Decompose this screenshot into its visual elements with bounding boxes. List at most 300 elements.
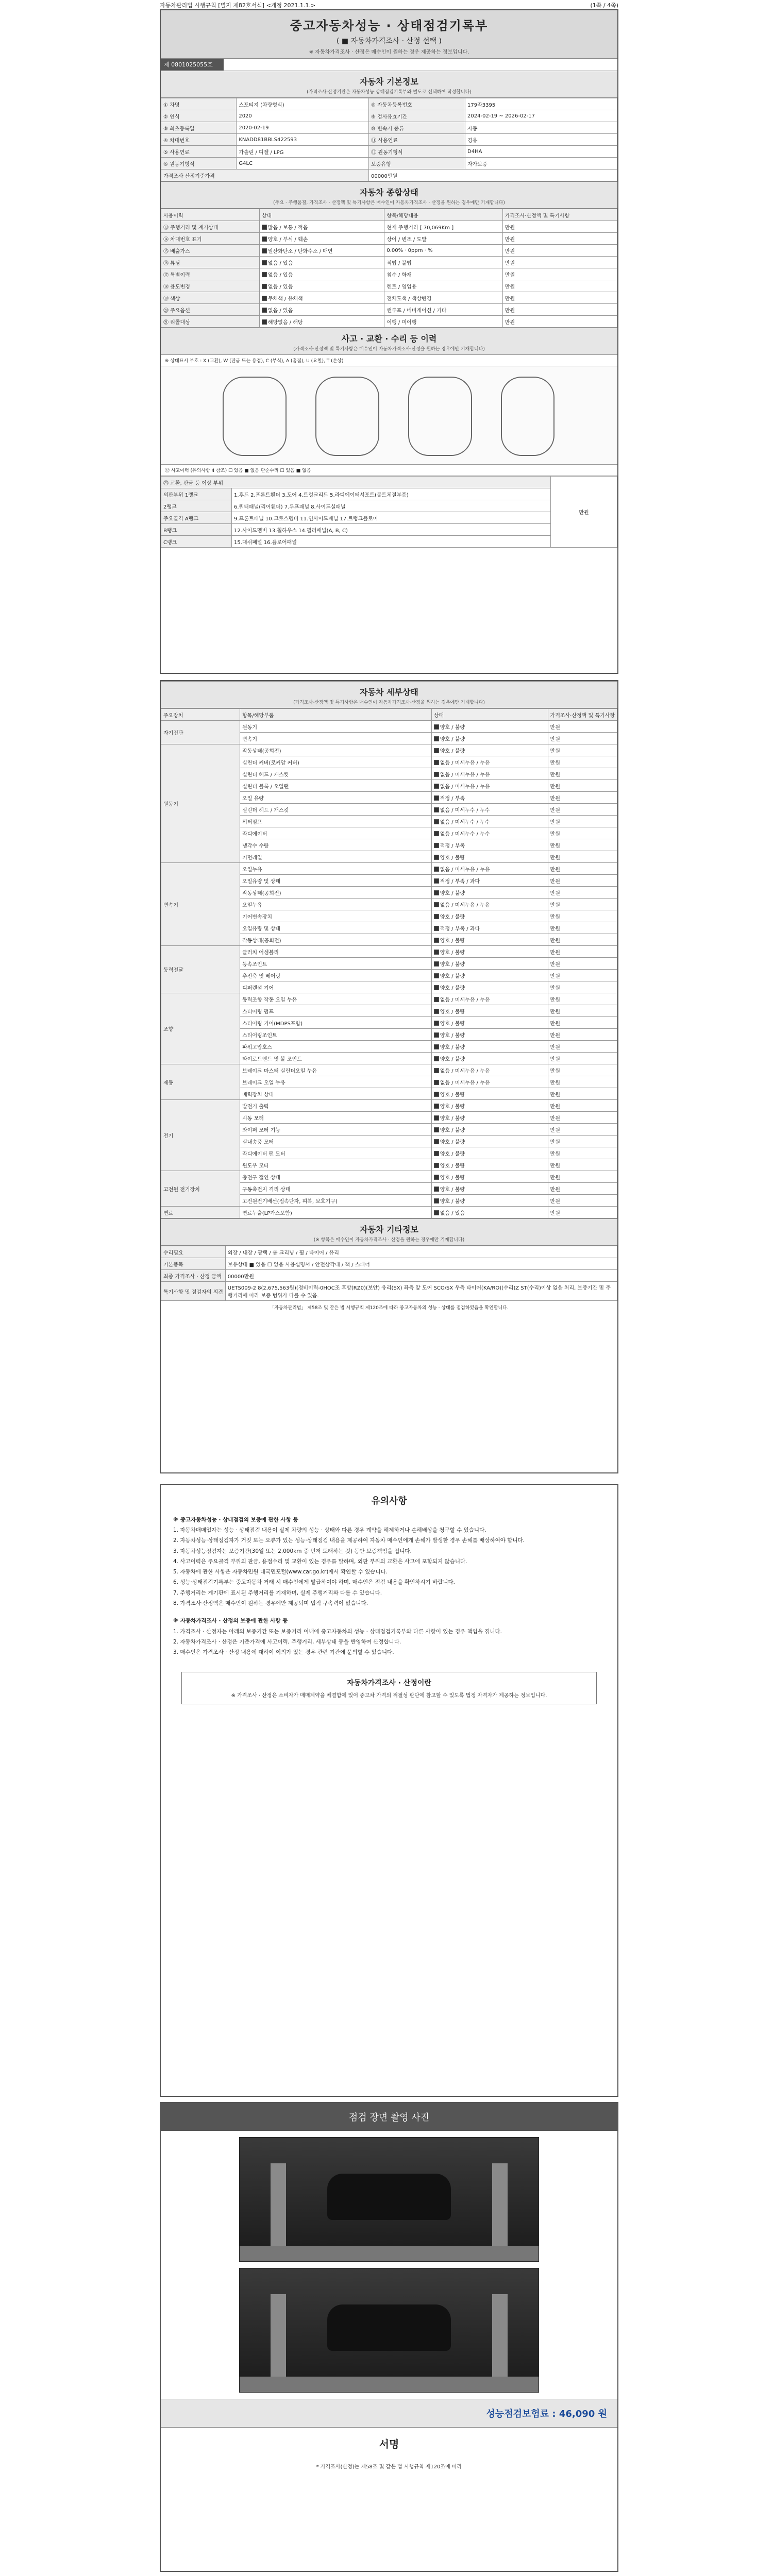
table-row [161,1207,617,1218]
page-4 [160,2102,618,2572]
status-value: 양호 / 불량 [440,1175,465,1181]
table-row [161,512,617,524]
status-value: 양호 / 불량 [440,855,465,861]
row-label: ⑰ 특별이력 [161,268,260,280]
status-value: 일산화탄소 / 탄화수소 / 매연 [267,248,333,255]
price-cell: 만원 [548,981,617,993]
price-survey-box-title: 자동차가격조사 · 산정이란 [347,1679,431,1688]
checkbox-checked [434,1009,439,1014]
status-value: 없음 / 있음 [267,272,293,278]
status-value: 없음 / 미세누수 / 누수 [440,819,490,825]
field-label: ⑤ 사용연료 [161,146,237,158]
special-notes-text: UETS009-2 8(2,675,563원)(정비이력-0HOC조 후방(RZ0)(보안) 유리(SX) 좌측 앞 도어 SCO/SX 우측 타이어(KA/RO)(수리)Z ST(수리)이상 없음 처리, 보증기간 및 주행거리에 따라 보증 범위가 다를 수 있음. [225,1282,617,1301]
field-value: 자가보증 [465,158,617,170]
status-value: 양호 / 불량 [440,1198,465,1205]
part-status [431,733,548,744]
checkbox-checked [434,784,439,789]
status-value: 없음 / 미세누유 / 누유 [440,760,490,766]
part-name: 연료누출(LP가스포함) [240,1207,432,1218]
part-name: 윈도우 모터 [240,1159,432,1171]
rank-label: 외판부위 1랭크 [161,488,232,500]
status-cell [259,280,384,292]
part-status [431,839,548,851]
status-value: 없음 / 있음 [267,260,293,266]
price-cell: 만원 [548,839,617,851]
price-cell: 만원 [548,1064,617,1076]
note-item: 4. 사고이력은 주요골격 부위의 판금, 용접수리 및 교환이 있는 경우를 말하며, 외판 부위의 교환은 사고에 포함되지 않습니다. [173,1558,467,1565]
parts-title: ㉓ 교환, 판금 등 이상 부위 [161,477,551,488]
column-header: 항목/해당부품 [240,709,432,721]
price-cell: 만원 [548,756,617,768]
page-2 [160,680,618,1473]
table-row [161,477,617,488]
part-status [431,981,548,993]
part-status [431,1136,548,1147]
detail-status-title: 자동차 세부상태 [161,681,617,699]
checkbox-checked [434,855,439,860]
notes-section [161,1485,617,1665]
row-label: ⑮ 배출가스 [161,245,260,257]
device-group-label: 전기 [161,1100,240,1171]
part-name: 오일누유 [240,863,432,875]
field-label: ⑧ 자동차등록번호 [369,98,465,110]
table-row [161,488,617,500]
price-cell: 만원 [548,851,617,863]
field-label: ① 차명 [161,98,237,110]
part-name: 오일유량 및 상태 [240,922,432,934]
note-item: 3. 매수인은 가격조사 · 산정 내용에 대하여 이의가 있는 경우 관련 기관에 문의할 수 있습니다. [173,1649,394,1656]
part-status [431,946,548,958]
field-value: 2020-02-19 [237,122,369,134]
price-cell: 만원 [548,1183,617,1195]
price-value: 00000만원 [369,170,617,181]
car-outline-top-icon [315,377,379,456]
table-row [161,134,617,146]
price-cell: 만원 [548,1005,617,1017]
checkbox-checked [434,890,439,895]
checkbox-checked [434,807,439,812]
part-status [431,899,548,910]
status-value: 양호 / 불량 [440,748,465,754]
note-item: 6. 성능·상태점검기록부는 중고자동차 거래 시 매수인에게 발급하여야 하며, 매수인은 점검 내용을 확인하시기 바랍니다. [173,1579,455,1586]
price-cell: 만원 [548,804,617,816]
detail-status-table [161,708,617,1218]
checkbox-checked [434,1056,439,1061]
price-cell: 만원 [548,1195,617,1207]
lift-post-icon [492,2294,508,2382]
checkbox-checked [434,1210,439,1215]
table-row [161,122,617,134]
checkbox-checked [434,1092,439,1097]
row-label: ⑳ 주요옵션 [161,304,260,316]
part-status [431,1183,548,1195]
table-header-row [161,209,617,221]
final-price-value: 00000만원 [225,1270,617,1282]
checkbox-checked [434,878,439,884]
photos-title: 점검 장면 촬영 사진 [161,2103,617,2131]
accident-history-sub: (가격조사·산정액 및 특기사항은 매수인이 자동차가격조사·산정을 원하는 경우에만 기재합니다) [161,345,617,355]
table-row [161,863,617,875]
table-row [161,1100,617,1112]
accident-parts-table [161,476,617,548]
part-name: 실린더 커버(로커암 커버) [240,756,432,768]
part-name: 브레이크 오일 누유 [240,1076,432,1088]
part-name: 실내송풍 모터 [240,1136,432,1147]
status-value: 없음 / 미세누유 / 누유 [440,867,490,873]
notes-title: 유의사항 [371,1496,407,1506]
price-cell: 만원 [548,958,617,970]
basic-info-title: 자동차 기본정보 [161,71,617,88]
status-cell [259,245,384,257]
checkbox-checked [262,308,267,313]
detail-value: 상이 / 변조 / 도말 [384,233,502,245]
price-cell: 만원 [548,1136,617,1147]
part-name: 충전구 절연 상태 [240,1171,432,1183]
checkbox-checked [434,926,439,931]
part-status [431,1029,548,1041]
final-price-label: 최종 가격조사 · 산정 금액 [161,1270,226,1282]
part-name: 배력장치 상태 [240,1088,432,1100]
rank-label: B랭크 [161,524,232,536]
table-row [161,500,617,512]
inspection-photo-1 [239,2137,539,2262]
price-cell: 만원 [502,316,617,328]
status-value: 양호 / 불량 [440,1009,465,1015]
detail-value: 적법 / 불법 [384,257,502,268]
field-label: ⑩ 변속기 종류 [369,122,465,134]
part-status [431,910,548,922]
footnote: * 가격조사(산정)는 제58조 및 같은 법 시행규칙 제120조에 따라 [316,2464,462,2470]
detail-value: 현재 주행거리 [ 70,069Km ] [384,221,502,233]
status-value: 없음 / 미세누유 / 누유 [440,997,490,1003]
rank-items: 1.후드 2.프론트휀더 3.도어 4.트렁크리드 5.라디에이터서포트(볼트체결부품) [232,488,551,500]
part-name: 오일 유량 [240,792,432,804]
price-cell: 만원 [548,887,617,899]
status-value: 양호 / 불량 [440,961,465,968]
part-status [431,804,548,816]
part-name: 고전원전기배선(접속단자, 피복, 보호기구) [240,1195,432,1207]
checkbox-checked [434,1163,439,1168]
price-cell: 만원 [548,1041,617,1053]
table-row [161,146,617,158]
row-items: 보유상태 ■ 있음 ☐ 없음 사용설명서 / 안전삼각대 / 잭 / 스패너 [225,1258,617,1270]
table-row [161,110,617,122]
checkbox-checked [434,1044,439,1049]
table-row [161,1258,617,1270]
part-name: 커먼레일 [240,851,432,863]
part-name: 동력조향 작동 오일 누유 [240,993,432,1005]
price-cell: 만원 [502,233,617,245]
note-item: 7. 주행거리는 계기판에 표시된 주행거리를 기재하며, 실제 주행거리와 다를 수 있습니다. [173,1589,382,1596]
price-cell: 만원 [548,1159,617,1171]
lift-post-icon [492,2163,508,2251]
field-value: 2020 [237,110,369,122]
status-cell [259,268,384,280]
price-cell: 만원 [548,993,617,1005]
lift-post-icon [271,2163,286,2251]
status-value: 없음 / 미세누유 / 누유 [440,1080,490,1086]
part-name: 기어변속장치 [240,910,432,922]
part-status [431,1171,548,1183]
part-status [431,816,548,827]
checkbox-checked [434,1080,439,1085]
price-cell: 만원 [502,280,617,292]
part-name: 브레이크 마스터 실린더오일 누유 [240,1064,432,1076]
status-value: 양호 / 불량 [440,1044,465,1050]
status-value: 양호 / 불량 [440,1139,465,1145]
car-outline-right-icon [501,377,554,456]
price-cell: 만원 [502,304,617,316]
part-name: 클러치 어셈블리 [240,946,432,958]
detail-value: 썬루프 / 네비게이션 / 기타 [384,304,502,316]
price-cell: 만원 [548,946,617,958]
price-cell: 만원 [548,827,617,839]
checkbox-checked [434,843,439,848]
field-value: 179라3395 [465,98,617,110]
column-header: 사용이력 [161,209,260,221]
price-cell: 만원 [548,899,617,910]
field-label: ⑫ 원동기형식 [369,146,465,158]
insurance-fee-label: 성능점검보험료 : [486,2409,556,2419]
table-row [161,524,617,536]
car-rear-icon [327,2304,451,2351]
part-name: 변속기 [240,733,432,744]
checkbox-checked [262,284,267,289]
device-group-label: 고전원 전기장치 [161,1171,240,1207]
field-value: 스포티지 (차량형식) [237,98,369,110]
part-status [431,922,548,934]
status-cell [259,292,384,304]
field-value: KNADD81BBLS422593 [237,134,369,146]
status-value: 없음 / 미세누유 / 누유 [440,784,490,790]
price-cell: 만원 [548,721,617,733]
inspection-photo-2 [239,2268,539,2393]
status-value: 양호 / 불량 [440,938,465,944]
status-value: 적정 / 부족 / 과다 [440,878,480,885]
rank-label: C랭크 [161,536,232,548]
part-status [431,1088,548,1100]
status-cell [259,233,384,245]
part-status [431,863,548,875]
field-value: 자동 [465,122,617,134]
status-value: 양호 / 불량 [440,1021,465,1027]
other-info-title: 자동차 기타정보 [161,1218,617,1236]
page-1 [160,9,618,674]
device-group-label: 연료 [161,1207,240,1218]
note-item: 5. 자동차에 관한 사항은 자동차민원 대국민포털(www.car.go.kr)에서 확인할 수 있습니다. [173,1569,388,1575]
insurance-fee [161,2399,617,2427]
table-row [161,721,617,733]
checkbox-checked [434,1068,439,1073]
price-cell: 만원 [548,1100,617,1112]
part-status [431,1005,548,1017]
price-survey-box-text: ※ 가격조사 · 산정은 소비자가 매매계약을 체결함에 있어 중고차 가격의 적절성 판단에 참고할 수 있도록 법정 자격자가 제공하는 정보입니다. [231,1693,547,1699]
part-status [431,851,548,863]
price-cell: 만원 [502,245,617,257]
part-status [431,934,548,946]
status-value: 없음 / 미세누유 / 누유 [440,772,490,778]
status-value: 많음 / 보통 / 적음 [267,225,308,231]
price-cell: 만원 [548,1088,617,1100]
accident-history-line: ㉒ 사고이력 (유의사항 4 참조) ☐ 있음 ■ 없음 단순수리 ☐ 있음 ■ 없음 [161,465,617,476]
checkbox-checked [434,819,439,824]
price-cell: 만원 [548,792,617,804]
document-title: 중고자동차성능 · 상태점검기록부 [290,19,489,33]
floor-shape [240,2377,539,2392]
document-subtitle: ( ■ 자동차가격조사 · 산정 선택 ) [336,37,442,45]
price-cell: 만원 [551,477,617,548]
accident-history-title: 사고 · 교환 · 수리 등 이력 [161,328,617,345]
part-status [431,1112,548,1124]
checkbox-checked [434,1115,439,1121]
legal-fine-print: 「자동차관리법」 제58조 및 같은 법 시행규칙 제120조에 따라 중고자동차의 성능 · 상태를 점검하였음을 확인합니다. [270,1306,509,1311]
special-notes-label: 특기사항 및 점검자의 의견 [161,1282,226,1301]
checkbox-checked [434,1175,439,1180]
table-header-row [161,709,617,721]
field-value: G4LC [237,158,369,170]
insurance-fee-value: 46,090 원 [559,2409,607,2419]
price-cell: 만원 [548,1124,617,1136]
rank-items: 12.사이드멤버 13.휠하우스 14.필러패널(A, B, C) [232,524,551,536]
status-value: 없음 / 있음 [267,308,293,314]
price-cell: 만원 [502,268,617,280]
detail-value: 전체도색 / 색상변경 [384,292,502,304]
price-cell: 만원 [548,1017,617,1029]
basic-info-sub: (가격조사·산정기관은 자동차성능·상태점검기록부와 별도로 선택하여 작성합니다) [161,88,617,98]
part-status [431,1041,548,1053]
status-value: 양호 / 불량 [440,1187,465,1193]
detail-value: 이행 / 미이행 [384,316,502,328]
status-value: 양호 / 부식 / 훼손 [267,236,308,243]
part-status [431,1159,548,1171]
status-value: 없음 / 미세누유 / 누유 [440,902,490,908]
field-label: ④ 차대번호 [161,134,237,146]
column-header: 상태 [259,209,384,221]
table-row [161,946,617,958]
status-value: 양호 / 불량 [440,1104,465,1110]
row-label: ⑭ 차대번호 표기 [161,233,260,245]
checkbox-checked [434,1187,439,1192]
price-cell: 만원 [548,1076,617,1088]
price-cell: 만원 [548,934,617,946]
status-value: 양호 / 불량 [440,973,465,979]
note-item: 3. 자동차성능점검자는 보증기간(30일 또는 2,000km 중 먼저 도래하는 것) 동안 보증책임을 집니다. [173,1548,412,1554]
checkbox-checked [262,225,267,230]
part-name: 오일유량 및 상태 [240,875,432,887]
detail-status-sub: (가격조사·산정액 및 특기사항은 매수인이 자동차가격조사·산정을 원하는 경우에만 기재합니다) [161,699,617,708]
general-status-table [161,209,617,328]
status-cell [259,316,384,328]
price-label: 가격조사 산정기준가격 [161,170,369,181]
status-value: 없음 / 미세누수 / 누수 [440,807,490,814]
status-value: 양호 / 불량 [440,724,465,731]
table-row [161,245,617,257]
checkbox-checked [434,1139,439,1144]
note-item: 2. 자동차성능·상태점검자가 거짓 또는 오류가 있는 성능·상태점검 내용을 제공하여 자동차 매수인에게 손해가 발생한 경우 손해를 배상하여야 합니다. [173,1537,525,1544]
part-status [431,1147,548,1159]
price-survey-box [181,1672,597,1704]
note-item: 1. 가격조사 · 산정자는 아래의 보증기간 또는 보증거리 이내에 중고자동차의 성능 · 상태점검기록부와 다른 사항이 있는 경우 책임을 집니다. [173,1628,502,1635]
part-name: 실린더 헤드 / 개스킷 [240,768,432,780]
table-row [161,536,617,548]
part-name: 발전기 출력 [240,1100,432,1112]
status-value: 해당없음 / 해당 [267,319,303,326]
document-header [161,10,617,59]
checkbox-checked [434,1021,439,1026]
status-value: 없음 / 있음 [440,1210,465,1216]
price-cell: 만원 [548,863,617,875]
field-value: 가솔린 / 디젤 / LPG [237,146,369,158]
column-header: 가격조사·산정액 및 특기사항 [502,209,617,221]
checkbox-checked [434,748,439,753]
status-value: 양호 / 불량 [440,1151,465,1157]
field-value: 2024-02-19 ~ 2026-02-17 [465,110,617,122]
part-name: 구동축전지 격리 상태 [240,1183,432,1195]
note-item: 8. 가격조사·산정액은 매수인이 원하는 경우에만 제공되며 법적 구속력이 없습니다. [173,1600,368,1607]
status-value: 적정 / 부족 / 과다 [440,926,480,932]
part-name: 스티어링조인트 [240,1029,432,1041]
checkbox-checked [434,961,439,967]
status-value: 양호 / 불량 [440,736,465,742]
general-status-title: 자동차 종합상태 [161,181,617,199]
price-cell: 만원 [548,744,617,756]
notes-heading-2: ※ 자동차가격조사 · 산정의 보증에 관한 사항 등 [173,1618,288,1624]
rank-label: 주요골격 A랭크 [161,512,232,524]
part-name: 실린더 블록 / 오일팬 [240,780,432,792]
price-cell: 만원 [548,1053,617,1064]
part-status [431,970,548,981]
checkbox-checked [434,795,439,801]
car-outline-left-icon [223,377,287,456]
note-item: 1. 자동차매매업자는 성능 · 상태점검 내용이 실제 차량의 성능 · 상태와 다른 경우 계약을 해제하거나 손해배상을 청구할 수 있습니다. [173,1527,486,1534]
device-group-label: 조향 [161,993,240,1064]
checkbox-checked [434,902,439,907]
part-status [431,1064,548,1076]
status-value: 무채색 / 유채색 [267,296,303,302]
price-cell: 만원 [548,1112,617,1124]
price-cell: 만원 [548,1171,617,1183]
price-cell: 만원 [502,292,617,304]
part-name: 작동상태(공회전) [240,744,432,756]
car-frame-icon [408,377,472,456]
part-status [431,721,548,733]
row-label: 수리필요 [161,1246,226,1258]
device-group-label: 원동기 [161,744,240,863]
status-value: 양호 / 불량 [440,1115,465,1122]
part-status [431,993,548,1005]
part-status [431,744,548,756]
part-name: 원동기 [240,721,432,733]
note-item: 2. 자동차가격조사 · 산정은 기준가격에 사고이력, 주행거리, 세부상태 등을 반영하여 산정합니다. [173,1638,401,1645]
part-name: 디퍼렌셜 기어 [240,981,432,993]
status-value: 양호 / 불량 [440,950,465,956]
field-label: ⑪ 사용연료 [369,134,465,146]
checkbox-checked [434,950,439,955]
row-label: ⑱ 용도변경 [161,280,260,292]
checkbox-checked [434,831,439,836]
checkbox-checked [434,973,439,978]
checkbox-checked [434,867,439,872]
part-status [431,756,548,768]
checkbox-checked [434,1198,439,1204]
price-cell: 만원 [548,1029,617,1041]
part-status [431,827,548,839]
status-value: 없음 / 미세누수 / 누수 [440,831,490,837]
part-name: 작동상태(공회전) [240,887,432,899]
checkbox-checked [434,1104,439,1109]
signature-title: 서명 [161,2427,617,2459]
notes-heading-1: ※ 중고자동차성능 · 상태점검의 보증에 관한 사항 등 [173,1516,298,1523]
